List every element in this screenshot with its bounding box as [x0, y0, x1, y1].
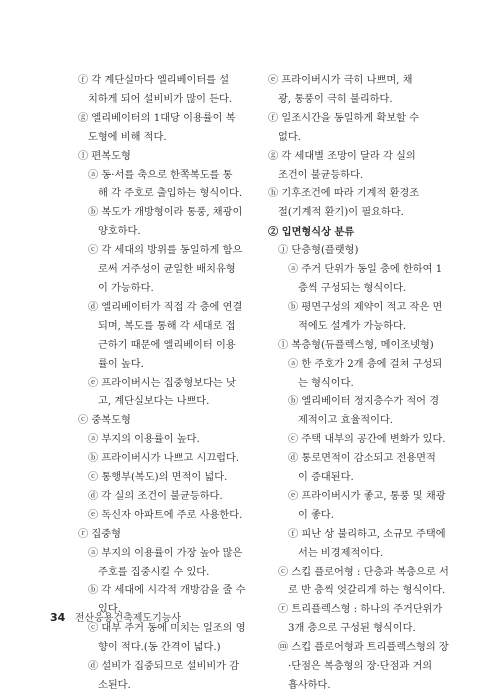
text-line: 률이 높다.: [98, 358, 144, 370]
text-line: ⓖ 엘리베이터의 1대당 이용률이 복: [78, 112, 236, 124]
text-line: ⓑ 복도가 개방형이라 통풍, 채광이: [88, 207, 243, 219]
page-number: 34: [50, 611, 66, 624]
text-line: 이 좋다.: [298, 509, 334, 521]
text-line: 있다.: [98, 604, 121, 616]
text-line: ⓓ 통로면적이 감소되고 전용면적: [288, 453, 436, 465]
text-line: ⓐ 동·서를 축으로 한쪽복도를 통: [88, 169, 233, 181]
text-line: ⓛ 복층형(듀플렉스형, 메이조넷형): [278, 339, 434, 351]
text-line: ·단점은 복층형의 장·단점과 거의: [288, 661, 433, 673]
text-line: ⓗ 기후조건에 따라 기계적 환경조: [268, 188, 420, 200]
text-line: ⓖ 각 세대별 조망이 달라 각 실의: [268, 150, 416, 162]
text-line: 흡사하다.: [288, 680, 331, 691]
text-line: 는 형식이다.: [298, 377, 354, 389]
text-line: 이 증대된다.: [298, 472, 354, 484]
text-line: ⓑ 평면구성의 제약이 적고 작은 면: [288, 301, 443, 313]
text-line: 근하기 때문에 엘리베이터 이용: [98, 339, 236, 351]
text-line: 조건이 불균등하다.: [278, 169, 364, 181]
text-line: 서는 비경제적이다.: [298, 547, 384, 559]
text-line: ⓡ 집중형: [78, 528, 121, 540]
book-title: 전산응용건축제도기능사: [74, 613, 182, 624]
text-line: ⓓ 엘리베이터가 직접 각 층에 연결: [88, 301, 243, 313]
text-line: 3개 층으로 구성된 형식이다.: [288, 623, 416, 635]
text-line: ⓜ 스킵 플로어형과 트리플렉스형의 장: [278, 642, 449, 654]
text-line: 소된다.: [98, 680, 131, 691]
text-line: ⓐ 한 주호가 2개 층에 걸쳐 구성되: [288, 358, 443, 370]
text-line: 로 반 층씩 엇갈리게 하는 형식이다.: [288, 585, 446, 597]
left-column: [78, 72, 258, 696]
text-line: ⓔ 독신자 아파트에 주로 사용한다.: [88, 509, 243, 521]
text-line: ⓐ 부지의 이용률이 가장 높아 많은: [88, 547, 243, 559]
text-line: ⓓ 각 실의 조건이 불균등하다.: [88, 490, 223, 502]
text-line: 치하게 되어 설비비가 많이 든다.: [88, 93, 233, 105]
text-line: 향이 적다.(동 간격이 넓다.): [98, 642, 221, 654]
text-line: ⓕ 각 계단실마다 엘리베이터를 설: [78, 75, 230, 86]
text-line: ⓒ 스킵 플로어형 : 단층과 복층으로 서: [278, 566, 449, 578]
text-line: ⓒ 주택 내부의 공간에 변화가 있다.: [288, 434, 446, 446]
text-line: 로써 거주성이 균일한 배치유형: [98, 264, 236, 276]
text-line: 이 가능하다.: [98, 282, 154, 294]
text-line: 양호하다.: [98, 226, 141, 238]
text-line: ⓓ 설비가 집중되므로 설비비가 감: [88, 661, 240, 673]
text-line: 도형에 비해 적다.: [88, 131, 167, 143]
text-line: ⓒ 각 세대의 방위를 동일하게 함으: [88, 245, 243, 257]
text-line: ⓑ 각 세대에 시각적 개방감을 줄 수: [88, 585, 246, 597]
text-line: ⓒ 중복도형: [78, 415, 131, 427]
text-line: 절(기계적 환기)이 필요하다.: [278, 207, 404, 219]
text-line: 적에도 설계가 가능하다.: [298, 320, 407, 332]
text-line: ② 입면형식상 분류: [268, 226, 355, 239]
text-line: ⓕ 피난 상 불리하고, 소규모 주택에: [288, 528, 446, 540]
page-footer: [50, 609, 181, 624]
text-line: ⓔ 프라이버시가 극히 나쁘며, 채: [268, 75, 413, 86]
text-line: ⓔ 프라이버시는 집중형보다는 낫: [88, 377, 236, 389]
text-line: ⓛ 편복도형: [78, 150, 131, 162]
text-line: 광, 통풍이 극히 불리하다.: [278, 93, 393, 105]
text-line: 고, 계단실보다는 나쁘다.: [98, 396, 210, 408]
text-line: 없다.: [278, 131, 301, 143]
text-line: ⓑ 엘리베이터 정지층수가 적어 경: [288, 396, 440, 408]
text-line: ⓒ 통행부(복도)의 면적이 넓다.: [88, 472, 228, 484]
text-line: 제적이고 효율적이다.: [298, 415, 394, 427]
text-line: 되며, 복도를 통해 각 세대로 접: [98, 320, 236, 332]
text-line: ⓒ 대부 주거 동에 미치는 일조의 영: [88, 623, 246, 635]
text-line: ⓕ 일조시간을 동일하게 확보할 수: [268, 112, 420, 124]
right-column: [268, 72, 448, 696]
text-line: ⓐ 부지의 이용률이 높다.: [88, 434, 200, 446]
text-line: ⓑ 프라이버시가 나쁘고 시끄럽다.: [88, 453, 240, 465]
text-line: ⓙ 단층형(플랫형): [278, 245, 359, 257]
text-line: 주호를 집중시킬 수 있다.: [98, 566, 210, 578]
text-line: 층씩 구성되는 형식이다.: [298, 282, 407, 294]
text-line: ⓔ 프라이버시가 좋고, 통풍 및 채광: [288, 490, 446, 502]
text-line: 해 각 주호로 출입하는 형식이다.: [98, 188, 243, 200]
text-line: ⓐ 주거 단위가 동일 층에 한하여 1: [288, 264, 443, 276]
text-line: ⓡ 트리플렉스형 : 하나의 주거단위가: [278, 604, 443, 616]
